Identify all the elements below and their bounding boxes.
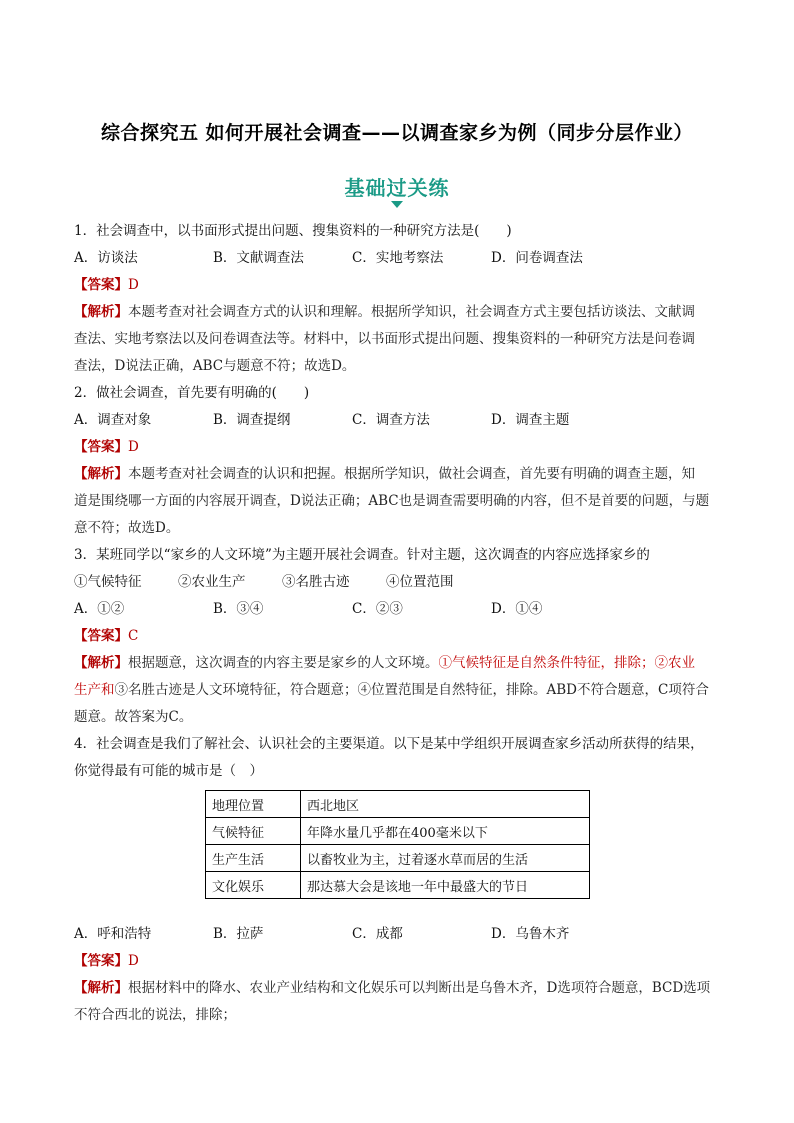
answer-tag: 【答案】 xyxy=(74,628,128,644)
table-cell-value: 那达慕大会是该地一年中最盛大的节日 xyxy=(301,872,590,899)
q1-analysis-line-3: 查法，D说法正确，ABC与题意不符；故选D。 xyxy=(74,358,356,374)
q2-answer xyxy=(74,434,724,461)
q3-item-4: ④位置范围 xyxy=(386,574,454,590)
table-cell-label: 文化娱乐 xyxy=(206,872,301,899)
question-list xyxy=(74,218,724,1029)
table-row xyxy=(206,791,590,818)
q1-answer xyxy=(74,272,724,299)
q3-analysis-text-2a: 生产和 xyxy=(74,682,115,698)
q2-analysis-line-2: 道是围绕哪一方面的内容展开调查，D说法正确；ABC也是调查需要明确的内容，但不是首要的问题，与题 xyxy=(74,493,710,509)
table-cell-value: 年降水量几乎都在400毫米以下 xyxy=(301,818,590,845)
q1-option-a: A．访谈法 xyxy=(74,250,138,266)
q4-option-c: C．成都 xyxy=(352,926,403,942)
q3-analysis-text-1b: ①气候特征是自然条件特征，排除；②农业 xyxy=(438,655,695,671)
table-cell-label: 生产生活 xyxy=(206,845,301,872)
table-cell-label: 气候特征 xyxy=(206,818,301,845)
q3-option-b: B．③④ xyxy=(213,601,264,617)
q2-option-a: A．调查对象 xyxy=(74,412,152,428)
answer-tag: 【答案】 xyxy=(74,439,128,455)
q1-options xyxy=(74,245,724,272)
q1-analysis-line-1 xyxy=(74,299,724,326)
q4-info-table xyxy=(205,790,590,899)
q1-analysis-text-1: 本题考查对社会调查方式的认识和理解。根据所学知识，社会调查方式主要包括访谈法、文献调 xyxy=(128,304,695,320)
q3-option-d: D．①④ xyxy=(491,601,543,617)
q3-analysis-text-1a: 根据题意，这次调查的内容主要是家乡的人文环境。 xyxy=(128,655,439,671)
q3-analysis-line-1 xyxy=(74,650,724,677)
answer-tag: 【答案】 xyxy=(74,277,128,293)
q2-analysis-text-1: 本题考查对社会调查的认识和把握。根据所学知识，做社会调查，首先要有明确的调查主题，知 xyxy=(128,466,695,482)
q2-option-d: D．调查主题 xyxy=(491,412,570,428)
q3-option-a: A．①② xyxy=(74,601,125,617)
table-cell-value: 西北地区 xyxy=(301,791,590,818)
q1-answer-value: D xyxy=(128,277,139,293)
table-row xyxy=(206,872,590,899)
q4-analysis-line-1 xyxy=(74,975,724,1002)
q1-analysis-line-2: 查法、实地考察法以及问卷调查法等。材料中，以书面形式提出问题、搜集资料的一种研究方法是问卷调 xyxy=(74,331,695,347)
q1-option-c: C．实地考察法 xyxy=(352,250,444,266)
q2-analysis-line-1 xyxy=(74,461,724,488)
q3-item-2: ②农业生产 xyxy=(178,574,246,590)
q3-analysis-line-2 xyxy=(74,677,724,704)
q3-option-c: C．②③ xyxy=(352,601,403,617)
q2-answer-value: D xyxy=(128,439,139,455)
q1-option-d: D．问卷调查法 xyxy=(491,250,583,266)
table-cell-label: 地理位置 xyxy=(206,791,301,818)
analysis-tag: 【解析】 xyxy=(74,466,128,482)
q4-stem-line-2: 你觉得最有可能的城市是（ ） xyxy=(74,763,263,779)
analysis-tag: 【解析】 xyxy=(74,655,128,671)
q4-analysis-line-2: 不符合西北的说法，排除； xyxy=(74,1007,236,1023)
q4-options xyxy=(74,921,724,948)
q3-stem: 3．某班同学以“家乡的人文环境”为主题开展社会调查。针对主题，这次调查的内容应选择家乡的 xyxy=(74,547,650,563)
q4-option-d: D．乌鲁木齐 xyxy=(491,926,570,942)
q3-answer xyxy=(74,623,724,650)
q2-option-c: C．调查方法 xyxy=(352,412,430,428)
q3-item-3: ③名胜古迹 xyxy=(282,574,350,590)
q2-options xyxy=(74,407,724,434)
q3-answer-value: C xyxy=(128,628,139,644)
q4-answer xyxy=(74,948,724,975)
q2-stem: 2．做社会调查，首先要有明确的( ) xyxy=(74,385,310,401)
q4-table-wrap xyxy=(74,785,724,921)
table-row xyxy=(206,845,590,872)
analysis-tag: 【解析】 xyxy=(74,304,128,320)
q1-stem: 1．社会调查中，以书面形式提出问题、搜集资料的一种研究方法是( ) xyxy=(74,223,512,239)
section-marker-icon xyxy=(391,201,403,208)
q3-analysis-text-2b: ③名胜古迹是人文环境特征，符合题意；④位置范围是自然特征，排除。ABD不符合题意，C项符合 xyxy=(114,682,709,698)
q1-option-b: B．文献调查法 xyxy=(213,250,304,266)
table-row xyxy=(206,818,590,845)
table-cell-value: 以畜牧业为主，过着逐水草而居的生活 xyxy=(301,845,590,872)
q2-analysis-line-3: 意不符；故选D。 xyxy=(74,520,180,536)
q4-analysis-text-1: 根据材料中的降水、农业产业结构和文化娱乐可以判断出是乌鲁木齐，D选项符合题意，BCD选项 xyxy=(128,980,711,996)
answer-tag: 【答案】 xyxy=(74,953,128,969)
q3-options xyxy=(74,596,724,623)
q3-items xyxy=(74,569,724,596)
q4-answer-value: D xyxy=(128,953,139,969)
q3-item-1: ①气候特征 xyxy=(74,574,142,590)
q2-option-b: B．调查提纲 xyxy=(213,412,291,428)
q4-stem-line-1: 4．社会调查是我们了解社会、认识社会的主要渠道。以下是某中学组织开展调查家乡活动所获得的结果， xyxy=(74,736,704,752)
section-heading: 基础过关练 xyxy=(344,176,450,200)
q4-option-b: B．拉萨 xyxy=(213,926,264,942)
analysis-tag: 【解析】 xyxy=(74,980,128,996)
q4-option-a: A．呼和浩特 xyxy=(74,926,152,942)
document-title: 综合探究五 如何开展社会调查——以调查家乡为例（同步分层作业） xyxy=(100,122,694,144)
q3-analysis-line-3: 题意。故答案为C。 xyxy=(74,709,193,725)
